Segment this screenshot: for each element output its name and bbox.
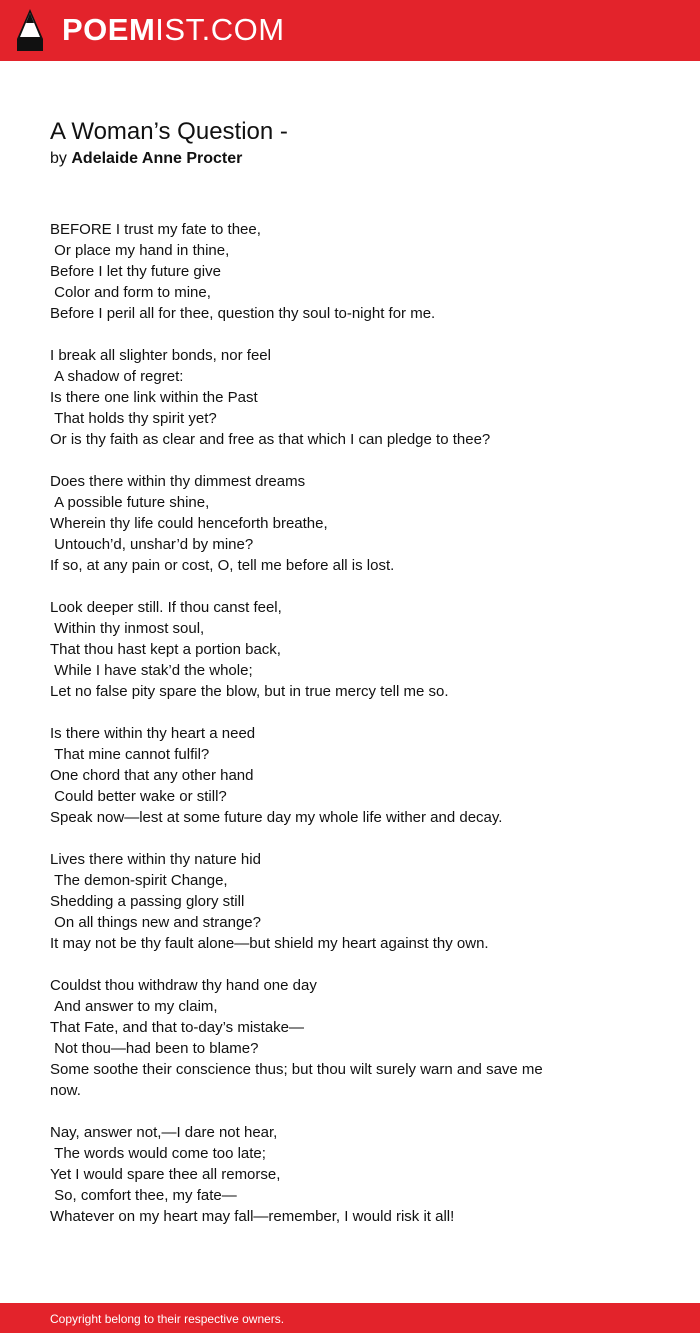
stanza	[50, 219, 570, 324]
poem-line: And answer to my claim,	[50, 998, 218, 1015]
poem-line: If so, at any pain or cost, O, tell me before all is lost.	[50, 557, 395, 574]
poem-line: Is there within thy heart a need	[50, 725, 256, 742]
site-footer	[0, 1303, 700, 1333]
poem-line: I break all slighter bonds, nor feel	[50, 347, 271, 364]
pencil-icon	[17, 9, 43, 51]
poem-body	[50, 219, 570, 1248]
poem-line: So, comfort thee, my fate—	[50, 1187, 237, 1204]
stanza	[50, 345, 570, 450]
stanza	[50, 723, 570, 828]
poem-line: The demon-spirit Change,	[50, 872, 228, 889]
poem-line: Nay, answer not,—I dare not hear,	[50, 1124, 278, 1141]
poem-line: Before I let thy future give	[50, 263, 221, 280]
poem-line: That mine cannot fulfil?	[50, 746, 210, 763]
site-logo[interactable]	[62, 11, 285, 49]
poem-line: Not thou—had been to blame?	[50, 1040, 259, 1057]
logo-light-text: IST.COM	[155, 12, 285, 47]
poem-line: That holds thy spirit yet?	[50, 410, 217, 427]
poem-line: While I have stak’d the whole;	[50, 662, 253, 679]
logo-bold-text: POEM	[62, 12, 156, 47]
stanza	[50, 471, 570, 576]
poem-line: That Fate, and that to-day’s mistake—	[50, 1019, 305, 1036]
poem-line: Or place my hand in thine,	[50, 242, 230, 259]
site-header	[0, 0, 700, 61]
poem-line: A shadow of regret:	[50, 368, 184, 385]
poem-line: On all things new and strange?	[50, 914, 261, 931]
poem-line: A possible future shine,	[50, 494, 210, 511]
poem-line: One chord that any other hand	[50, 767, 254, 784]
stanza	[50, 975, 570, 1101]
poem-line: Some soothe their conscience thus; but thou wilt surely warn and save me now.	[50, 1061, 547, 1099]
by-label: by	[50, 150, 67, 167]
poem-line: Could better wake or still?	[50, 788, 227, 805]
poem-line: Or is thy faith as clear and free as that which I can pledge to thee?	[50, 431, 491, 448]
poem-line: It may not be thy fault alone—but shield my heart against thy own.	[50, 935, 489, 952]
stanza	[50, 1122, 570, 1227]
poem-line: Untouch’d, unshar’d by mine?	[50, 536, 254, 553]
stanza	[50, 597, 570, 702]
poem-title: A Woman’s Question -	[50, 118, 288, 145]
author-name: Adelaide Anne Procter	[71, 150, 243, 167]
poem-line: Couldst thou withdraw thy hand one day	[50, 977, 317, 994]
poem-line: Before I peril all for thee, question thy soul to-night for me.	[50, 305, 436, 322]
poem-line: The words would come too late;	[50, 1145, 266, 1162]
poem-line: BEFORE I trust my fate to thee,	[50, 221, 261, 238]
poem-line: Is there one link within the Past	[50, 389, 258, 406]
poem-line: Shedding a passing glory still	[50, 893, 245, 910]
poem-line: Color and form to mine,	[50, 284, 211, 301]
poem-line: Speak now—lest at some future day my whole life wither and decay.	[50, 809, 503, 826]
poem-line: Whatever on my heart may fall—remember, I would risk it all!	[50, 1208, 455, 1225]
poem-line: Lives there within thy nature hid	[50, 851, 261, 868]
stanza	[50, 849, 570, 954]
poem-line: Within thy inmost soul,	[50, 620, 205, 637]
byline	[50, 148, 242, 170]
poem-line: Let no false pity spare the blow, but in true mercy tell me so.	[50, 683, 449, 700]
poem-line: That thou hast kept a portion back,	[50, 641, 281, 658]
poem-line: Wherein thy life could henceforth breathe,	[50, 515, 328, 532]
copyright-text: Copyright belong to their respective owners.	[50, 1312, 285, 1326]
poem-line: Yet I would spare thee all remorse,	[50, 1166, 281, 1183]
poem-line: Look deeper still. If thou canst feel,	[50, 599, 282, 616]
poem-line: Does there within thy dimmest dreams	[50, 473, 306, 490]
